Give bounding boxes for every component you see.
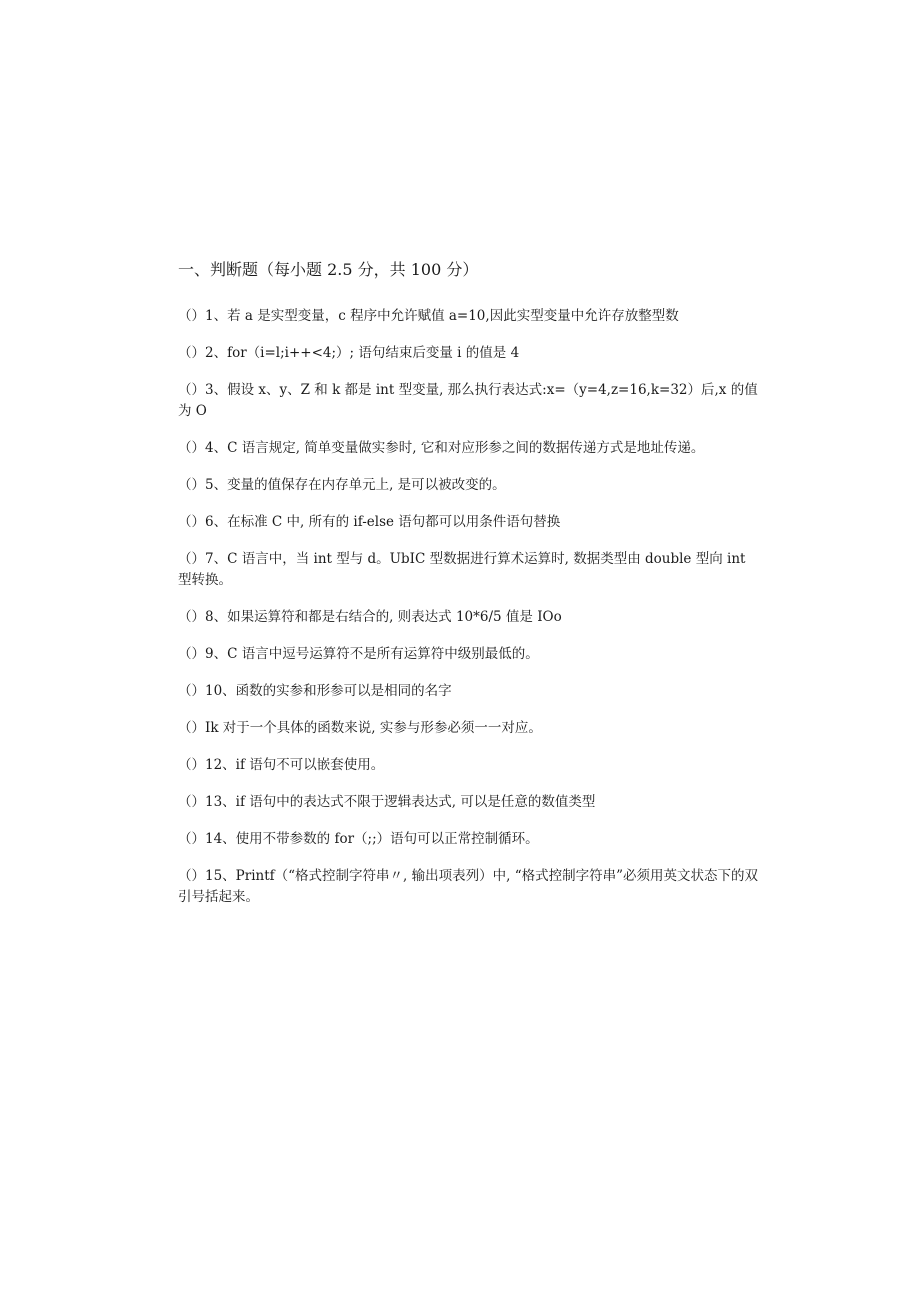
question-8: （）8、如果运算符和都是右结合的, 则表达式 10*6/5 值是 IOo — [178, 609, 562, 625]
question-4: （）4、C 语言规定, 简单变量做实参时, 它和对应形参之间的数据传递方式是地址传递。 — [178, 440, 705, 456]
document-page — [178, 258, 763, 924]
question-14: （）14、使用不带参数的 for（;;）语句可以正常控制循环。 — [178, 831, 539, 847]
question-1: （）1、若 a 是实型变量，c 程序中允许赋值 a=10,因此实型变量中允许存放整型数 — [178, 308, 679, 324]
question-9: （）9、C 语言中逗号运算符不是所有运算符中级别最低的。 — [178, 646, 539, 662]
question-15: （）15、Printf（“格式控制字符串〃, 输出项表列）中, “格式控制字符串”必须用英文状态下的双引号括起来。 — [178, 868, 759, 905]
section-title: 一、判断题（每小题 2.5 分，共 100 分） — [178, 260, 479, 279]
question-10: （）10、函数的实参和形参可以是相同的名字 — [178, 683, 452, 699]
question-13: （）13、if 语句中的表达式不限于逻辑表达式, 可以是任意的数值类型 — [178, 794, 596, 810]
question-6: （）6、在标准 C 中, 所有的 if-else 语句都可以用条件语句替换 — [178, 514, 561, 530]
question-list — [178, 306, 763, 908]
question-5: （）5、变量的值保存在内存单元上, 是可以被改变的。 — [178, 477, 506, 493]
question-3: （）3、假设 x、y、Z 和 k 都是 int 型变量, 那么执行表达式:x=（y=4,z=16,k=32）后,x 的值为 O — [178, 382, 758, 419]
question-7: （）7、C 语言中，当 int 型与 d。UbIC 型数据进行算术运算时, 数据类型由 double 型向 int 型转换。 — [178, 551, 746, 588]
question-2: （）2、for（i=l;i++<4;）; 语句结束后变量 i 的值是 4 — [178, 345, 520, 361]
question-12: （）12、if 语句不可以嵌套使用。 — [178, 757, 385, 773]
question-11: （）Ik 对于一个具体的函数来说, 实参与形参必须一一对应。 — [178, 720, 542, 736]
